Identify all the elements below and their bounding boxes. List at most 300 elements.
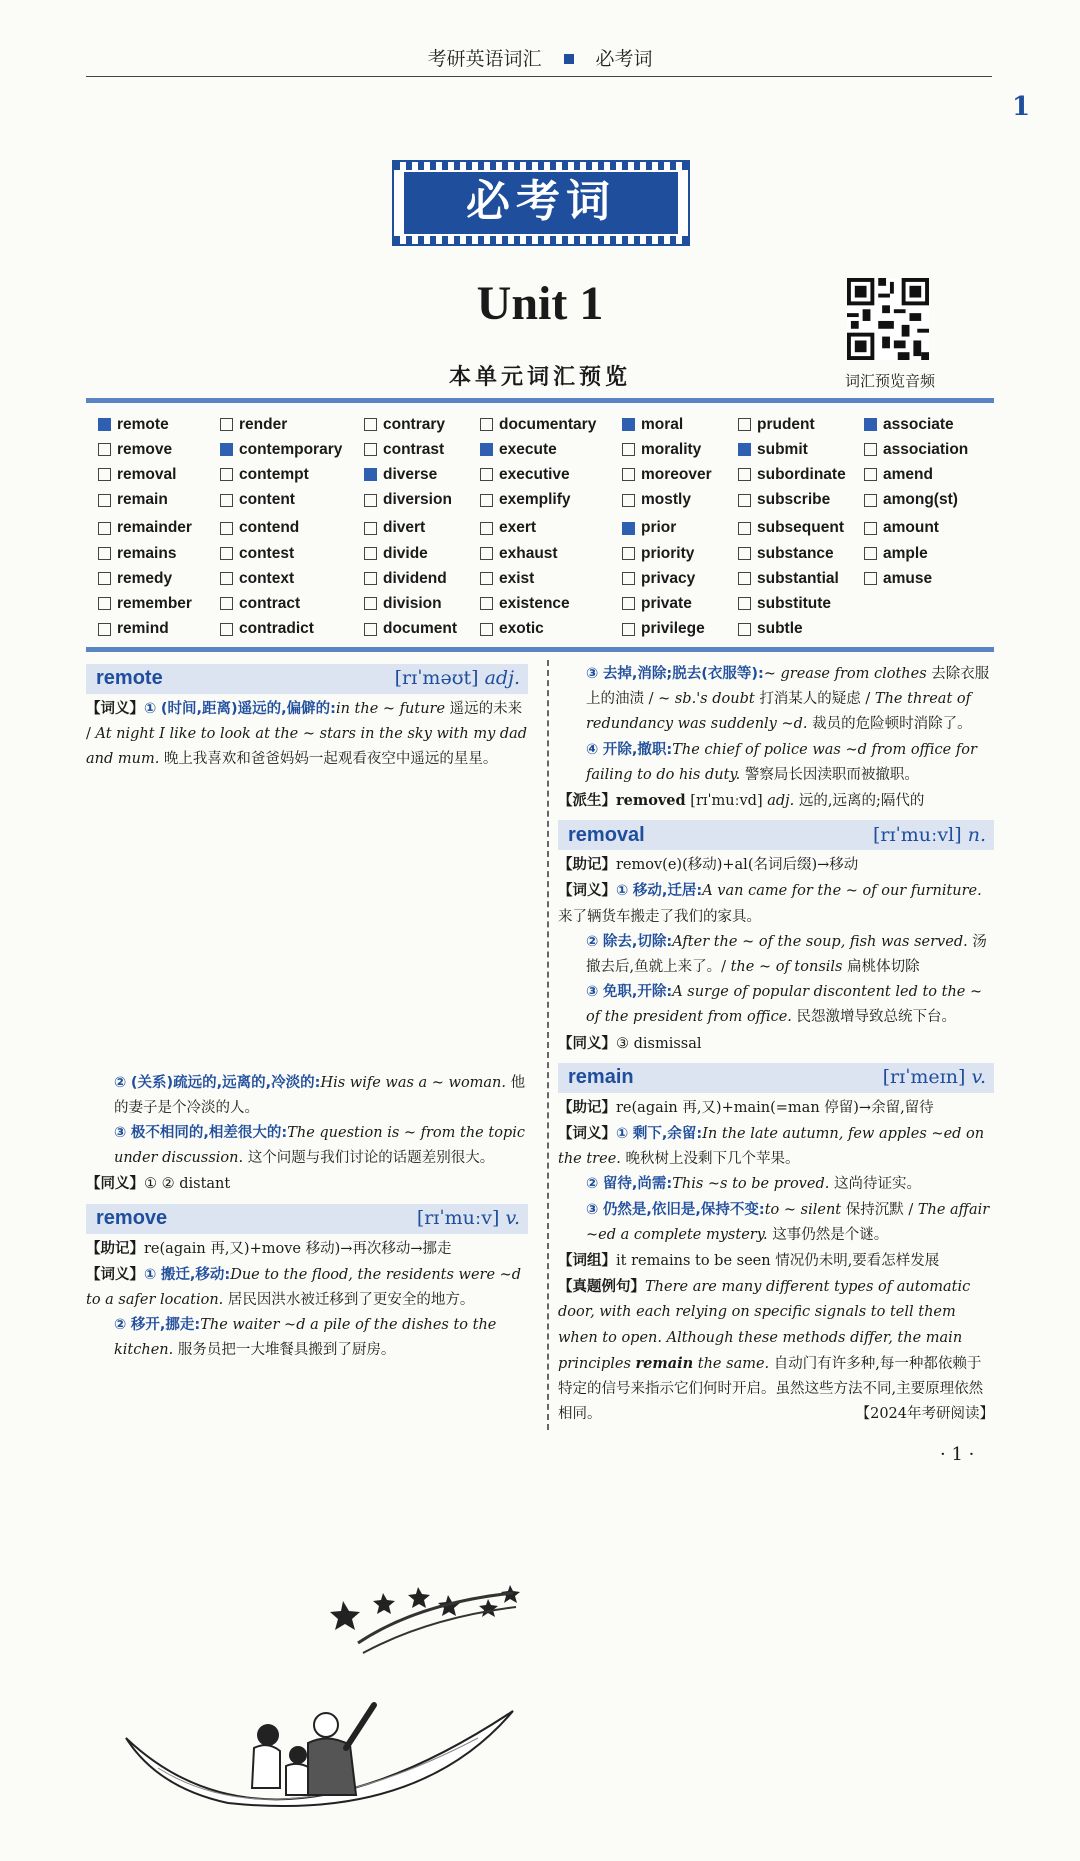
checkbox-icon[interactable] bbox=[98, 494, 111, 507]
preview-bottom-bar bbox=[86, 647, 994, 652]
word-item[interactable] bbox=[98, 541, 192, 566]
word-item[interactable] bbox=[738, 541, 846, 566]
example-cn: 这个问题与我们讨论的话题差别很大。 bbox=[247, 1150, 495, 1167]
word-label: divert bbox=[383, 519, 426, 537]
example-en: Due to the flood, the residents were ~d to a safer location. bbox=[86, 1266, 522, 1309]
column-divider bbox=[547, 660, 549, 1430]
word-item[interactable] bbox=[480, 462, 596, 487]
sense-gloss: 剩下,余留: bbox=[632, 1126, 703, 1143]
example-cn: 服务员把一大堆餐具搬到了厨房。 bbox=[177, 1342, 396, 1359]
checkbox-icon[interactable] bbox=[480, 547, 493, 560]
example-cn: 汤撤去后,鱼就上来了。/ bbox=[586, 933, 987, 976]
word-preview-grid bbox=[98, 412, 998, 642]
preview-title: 本单元词汇预览 bbox=[448, 364, 631, 390]
word-column bbox=[220, 412, 342, 642]
sense-gloss: 搬迁,移动: bbox=[160, 1266, 231, 1283]
word-label: substance bbox=[757, 544, 834, 562]
sense-number: ② bbox=[586, 933, 599, 950]
word-item[interactable] bbox=[622, 541, 712, 566]
checked-box-icon[interactable] bbox=[220, 443, 233, 456]
word-column bbox=[864, 412, 968, 591]
label-phrase: 【词组】 bbox=[558, 1252, 616, 1270]
word-item[interactable] bbox=[864, 516, 968, 541]
sense-number: ③ bbox=[586, 666, 599, 682]
section-name: 必考词 bbox=[595, 48, 653, 70]
book-title: 考研英语词汇 bbox=[427, 48, 542, 70]
entry-head-remote bbox=[86, 664, 528, 694]
word-label: remind bbox=[117, 620, 169, 638]
phonetic: [rɪˈmeɪn] bbox=[882, 1066, 966, 1089]
example-en: At night I like to look at the ~ stars in the sky with my dad and mum. bbox=[86, 726, 528, 768]
checked-box-icon[interactable] bbox=[364, 468, 377, 481]
word-item[interactable] bbox=[364, 617, 457, 642]
checkbox-icon[interactable] bbox=[738, 547, 751, 560]
sense-text bbox=[86, 696, 528, 773]
word-column bbox=[738, 412, 846, 642]
checkbox-icon[interactable] bbox=[622, 623, 635, 636]
example-cn: 他的妻子是个冷淡的人。 bbox=[114, 1074, 526, 1116]
checkbox-icon[interactable] bbox=[864, 494, 877, 507]
word-label: prior bbox=[641, 519, 677, 537]
part-of-speech: adj. bbox=[767, 793, 795, 810]
page-number: · 1 · bbox=[940, 1444, 975, 1465]
checkbox-icon[interactable] bbox=[220, 522, 233, 535]
word-label: subtle bbox=[757, 620, 803, 638]
checkbox-icon[interactable] bbox=[480, 623, 493, 636]
word-label: content bbox=[239, 491, 295, 509]
label-mnemonic: 【助记】 bbox=[558, 856, 616, 874]
checkbox-icon[interactable] bbox=[98, 623, 111, 636]
word-label: contract bbox=[239, 594, 301, 612]
label-meaning: 【词义】 bbox=[86, 700, 144, 717]
checked-box-icon[interactable] bbox=[98, 418, 111, 431]
headword: remove bbox=[96, 1207, 168, 1230]
part-of-speech: v. bbox=[971, 1066, 986, 1089]
word-item[interactable] bbox=[738, 412, 846, 437]
sense-number: ① bbox=[616, 883, 629, 900]
word-item[interactable] bbox=[98, 591, 192, 616]
example-cn: 晚秋树上没剩下几个苹果。 bbox=[625, 1151, 800, 1168]
word-label: contrary bbox=[383, 415, 446, 433]
example-en: A van came for the ~ of our furniture. bbox=[702, 883, 982, 900]
word-label: exert bbox=[499, 519, 537, 537]
checkbox-icon[interactable] bbox=[364, 443, 377, 456]
word-item[interactable] bbox=[480, 541, 596, 566]
word-label: moral bbox=[641, 415, 684, 433]
checkbox-icon[interactable] bbox=[220, 547, 233, 560]
word-label: remainder bbox=[117, 519, 192, 537]
word-item[interactable] bbox=[220, 516, 342, 541]
word-label: association bbox=[883, 440, 969, 458]
checkbox-icon[interactable] bbox=[364, 522, 377, 535]
label-synonym: 【同义】 bbox=[558, 1034, 616, 1052]
label-meaning: 【词义】 bbox=[558, 1125, 616, 1143]
sense-number: ③ bbox=[586, 1201, 599, 1218]
example-en: the ~ of tonsils bbox=[730, 959, 843, 976]
exam-source: 【2024年考研阅读】 bbox=[855, 1406, 994, 1423]
word-item[interactable] bbox=[864, 437, 968, 462]
sense-gloss: 仍然是,依旧是,保持不变: bbox=[602, 1201, 765, 1218]
word-label: among(st) bbox=[883, 491, 958, 509]
example-cn: 裁员的危险顿时消除了。 bbox=[812, 716, 972, 733]
sense-gloss: (时间,距离)遥远的,偏僻的: bbox=[160, 701, 336, 717]
word-item[interactable] bbox=[220, 462, 342, 487]
checked-box-icon[interactable] bbox=[738, 443, 751, 456]
right-column bbox=[558, 662, 994, 1427]
word-item[interactable] bbox=[98, 412, 192, 437]
word-label: contempt bbox=[239, 465, 309, 483]
word-item[interactable] bbox=[738, 516, 846, 541]
word-item[interactable] bbox=[738, 566, 846, 591]
phrase-gloss: 情况仍未明,要看怎样发展 bbox=[775, 1253, 940, 1270]
word-item[interactable] bbox=[480, 488, 596, 513]
checkbox-icon[interactable] bbox=[738, 623, 751, 636]
word-item[interactable] bbox=[480, 437, 596, 462]
checkbox-icon[interactable] bbox=[220, 572, 233, 585]
mnemonic-text: re(again 再,又)+main(=man 停留)→余留,留待 bbox=[616, 1099, 934, 1116]
word-label: moreover bbox=[641, 465, 712, 483]
sense-number: ① bbox=[144, 1266, 157, 1283]
checkbox-icon[interactable] bbox=[480, 572, 493, 585]
checkbox-icon[interactable] bbox=[622, 597, 635, 610]
word-item[interactable] bbox=[364, 488, 457, 513]
synonym-text: ③ dismissal bbox=[616, 1035, 702, 1052]
word-label: execute bbox=[499, 440, 557, 458]
word-item[interactable] bbox=[738, 591, 846, 616]
checkbox-icon[interactable] bbox=[738, 468, 751, 481]
word-item[interactable] bbox=[220, 437, 342, 462]
checkbox-icon[interactable] bbox=[98, 597, 111, 610]
word-item[interactable] bbox=[738, 437, 846, 462]
example-cn: 扁桃体切除 bbox=[847, 959, 920, 976]
label-mnemonic: 【助记】 bbox=[86, 1239, 144, 1257]
example-en: The chief of police was ~d from office for failing to do his duty. bbox=[586, 741, 977, 783]
word-label: contradict bbox=[239, 620, 314, 638]
example-cn: 遥远的未来 / bbox=[86, 701, 523, 743]
word-item[interactable] bbox=[364, 462, 457, 487]
word-label: render bbox=[239, 415, 288, 433]
word-label: existence bbox=[499, 594, 570, 612]
preview-top-bar bbox=[86, 398, 994, 403]
checkbox-icon[interactable] bbox=[480, 522, 493, 535]
checkbox-icon[interactable] bbox=[98, 522, 111, 535]
word-label: mostly bbox=[641, 491, 691, 509]
word-item[interactable] bbox=[480, 566, 596, 591]
checkbox-icon[interactable] bbox=[738, 572, 751, 585]
exam-keyword: remain bbox=[635, 1354, 694, 1372]
checkbox-icon[interactable] bbox=[220, 468, 233, 481]
part-of-speech: n. bbox=[967, 823, 986, 846]
sense-gloss: 留待,尚需: bbox=[602, 1176, 673, 1193]
checkbox-icon[interactable] bbox=[364, 572, 377, 585]
example-cn: 打消某人的疑虑 / bbox=[759, 691, 871, 708]
word-item[interactable] bbox=[220, 591, 342, 616]
checkbox-icon[interactable] bbox=[864, 572, 877, 585]
word-item[interactable] bbox=[364, 412, 457, 437]
checkbox-icon[interactable] bbox=[738, 494, 751, 507]
word-label: contest bbox=[239, 544, 295, 562]
section-banner bbox=[392, 160, 690, 246]
word-item[interactable] bbox=[98, 488, 192, 513]
word-label: remains bbox=[117, 544, 177, 562]
checkbox-icon[interactable] bbox=[738, 522, 751, 535]
word-label: substitute bbox=[757, 594, 832, 612]
sense-gloss: 移开,挪走: bbox=[130, 1317, 201, 1334]
word-item[interactable] bbox=[364, 566, 457, 591]
entry-head-removal bbox=[558, 820, 994, 850]
checkbox-icon[interactable] bbox=[98, 443, 111, 456]
checkbox-icon[interactable] bbox=[220, 597, 233, 610]
checkbox-icon[interactable] bbox=[864, 522, 877, 535]
label-meaning: 【词义】 bbox=[558, 882, 616, 900]
checked-box-icon[interactable] bbox=[864, 418, 877, 431]
checkbox-icon[interactable] bbox=[622, 494, 635, 507]
word-label: morality bbox=[641, 440, 702, 458]
checkbox-icon[interactable] bbox=[480, 597, 493, 610]
synonym-text: ① ② distant bbox=[144, 1176, 231, 1193]
sense-gloss: 去掉,消除;脱去(衣服等): bbox=[602, 666, 764, 682]
word-item[interactable] bbox=[98, 516, 192, 541]
example-cn: 民怨激增导致总统下台。 bbox=[796, 1009, 957, 1026]
word-item[interactable] bbox=[480, 516, 596, 541]
checkbox-icon[interactable] bbox=[622, 547, 635, 560]
word-item[interactable] bbox=[622, 462, 712, 487]
word-column bbox=[364, 412, 457, 642]
word-item[interactable] bbox=[98, 437, 192, 462]
phonetic: [rɪˈmuːvl] bbox=[872, 823, 962, 846]
word-item[interactable] bbox=[622, 437, 712, 462]
example-cn: 来了辆货车搬走了我们的家具。 bbox=[558, 908, 761, 925]
example-en: His wife was a ~ woman. bbox=[320, 1074, 507, 1091]
word-label: remain bbox=[117, 491, 168, 509]
word-item[interactable] bbox=[480, 591, 596, 616]
word-column bbox=[480, 412, 596, 642]
word-label: private bbox=[641, 594, 692, 612]
word-item[interactable] bbox=[622, 617, 712, 642]
banner-border-bottom bbox=[394, 236, 688, 244]
checkbox-icon[interactable] bbox=[480, 494, 493, 507]
checkbox-icon[interactable] bbox=[480, 468, 493, 481]
checkbox-icon[interactable] bbox=[364, 494, 377, 507]
example-en: The question is ~ from the topic under discussion. bbox=[114, 1125, 525, 1167]
word-label: exhaust bbox=[499, 544, 558, 562]
word-item[interactable] bbox=[98, 462, 192, 487]
word-label: diverse bbox=[383, 465, 438, 483]
sense-number: ② bbox=[114, 1317, 127, 1334]
word-item[interactable] bbox=[622, 412, 712, 437]
sense-gloss: 极不相同的,相差很大的: bbox=[130, 1125, 288, 1142]
checkbox-icon[interactable] bbox=[220, 418, 233, 431]
qr-code-icon[interactable] bbox=[847, 278, 929, 360]
word-label: subsequent bbox=[757, 519, 844, 537]
word-label: amuse bbox=[883, 569, 933, 587]
label-derivative: 【派生】 bbox=[558, 792, 616, 810]
word-label: contend bbox=[239, 519, 300, 537]
word-label: remedy bbox=[117, 569, 173, 587]
sense-gloss: 免职,开除: bbox=[602, 984, 673, 1001]
word-item[interactable] bbox=[98, 566, 192, 591]
label-exam-example: 【真题例句】 bbox=[558, 1278, 645, 1296]
phonetic: [rɪˈmuːvd] bbox=[690, 793, 763, 810]
word-label: dividend bbox=[383, 569, 447, 587]
word-item[interactable] bbox=[864, 566, 968, 591]
word-label: amend bbox=[883, 465, 933, 483]
sense-gloss: (关系)疏远的,远离的,冷淡的: bbox=[130, 1074, 321, 1091]
phonetic: [rɪˈmuːv] bbox=[416, 1207, 500, 1230]
word-label: document bbox=[383, 620, 458, 638]
sense-number: ③ bbox=[114, 1125, 127, 1142]
word-item[interactable] bbox=[220, 488, 342, 513]
exam-sentence: There are many different types of automatic door, with each relying on specific signals to tell them when to open. Although these methods differ, the main principles bbox=[558, 1279, 971, 1372]
example-en: This ~s to be proved. bbox=[672, 1176, 830, 1193]
label-meaning: 【词义】 bbox=[86, 1265, 144, 1283]
word-label: contrast bbox=[383, 440, 445, 458]
checked-box-icon[interactable] bbox=[622, 522, 635, 535]
example-cn: 居民因洪水被迁移到了更安全的地方。 bbox=[227, 1292, 475, 1309]
example-en: in the ~ future bbox=[335, 701, 446, 717]
word-item[interactable] bbox=[220, 541, 342, 566]
checkbox-icon[interactable] bbox=[480, 418, 493, 431]
word-column bbox=[622, 412, 712, 642]
headword: remote bbox=[96, 667, 163, 690]
word-item[interactable] bbox=[622, 516, 712, 541]
word-item[interactable] bbox=[622, 488, 712, 513]
phonetic: [rɪˈməʊt] bbox=[394, 667, 479, 690]
word-item[interactable] bbox=[864, 488, 968, 513]
word-label: contemporary bbox=[239, 440, 343, 458]
unit-title: Unit 1 bbox=[476, 277, 604, 330]
running-head bbox=[0, 44, 1080, 71]
word-item[interactable] bbox=[98, 617, 192, 642]
phrase-text: it remains to be seen bbox=[616, 1253, 771, 1270]
word-label: subscribe bbox=[757, 491, 831, 509]
example-en: In the late autumn, few apples ~ed on the tree. bbox=[558, 1126, 985, 1168]
word-item[interactable] bbox=[364, 591, 457, 616]
checkbox-icon[interactable] bbox=[364, 547, 377, 560]
exam-sentence-end: the same. bbox=[697, 1355, 770, 1372]
checkbox-icon[interactable] bbox=[364, 418, 377, 431]
word-label: subordinate bbox=[757, 465, 846, 483]
label-synonym: 【同义】 bbox=[86, 1175, 144, 1193]
word-item[interactable] bbox=[364, 516, 457, 541]
banner-text: 必考词 bbox=[404, 172, 678, 234]
left-column bbox=[86, 664, 528, 1364]
sense-gloss: 开除,撤职: bbox=[602, 741, 673, 758]
word-label: remember bbox=[117, 594, 192, 612]
checked-box-icon[interactable] bbox=[622, 418, 635, 431]
sense-number: ④ bbox=[586, 741, 599, 758]
word-item[interactable] bbox=[364, 437, 457, 462]
checked-box-icon[interactable] bbox=[480, 443, 493, 456]
part-of-speech: v. bbox=[505, 1207, 520, 1230]
derived-word: removed bbox=[616, 792, 686, 810]
checkbox-icon[interactable] bbox=[864, 443, 877, 456]
word-label: ample bbox=[883, 544, 928, 562]
word-label: remote bbox=[117, 415, 169, 433]
word-label: submit bbox=[757, 440, 808, 458]
example-en: ~ sb.'s doubt bbox=[658, 691, 755, 708]
example-en: The affair ~ed a complete mystery. bbox=[586, 1201, 990, 1243]
word-column bbox=[98, 412, 192, 642]
checkbox-icon[interactable] bbox=[98, 572, 111, 585]
sense-gloss: 移动,迁居: bbox=[632, 883, 703, 900]
derived-gloss: 远的,远离的;隔代的 bbox=[798, 793, 925, 810]
word-label: diversion bbox=[383, 491, 452, 509]
example-cn: 这事仍然是个谜。 bbox=[772, 1226, 889, 1243]
sense-number: ① bbox=[144, 701, 157, 717]
word-item[interactable] bbox=[864, 412, 968, 437]
checkbox-icon[interactable] bbox=[622, 468, 635, 481]
square-bullet-icon bbox=[564, 54, 574, 64]
checkbox-icon[interactable] bbox=[98, 468, 111, 481]
label-mnemonic: 【助记】 bbox=[558, 1098, 616, 1116]
part-of-speech: adj. bbox=[484, 667, 520, 690]
exam-translation: 自动门有许多种,每一种都依赖于特定的信号来指示它们何时开启。虽然这些方法不同,主要原理依然相同。 bbox=[558, 1355, 984, 1423]
word-label: exotic bbox=[499, 620, 544, 638]
word-item[interactable] bbox=[622, 566, 712, 591]
word-item[interactable] bbox=[738, 617, 846, 642]
word-item[interactable] bbox=[622, 591, 712, 616]
mnemonic-text: re(again 再,又)+move 移动)→再次移动→挪走 bbox=[144, 1240, 452, 1257]
word-item[interactable] bbox=[738, 488, 846, 513]
example-cn: 去除衣服上的油渍 / bbox=[586, 666, 990, 708]
word-label: exist bbox=[499, 569, 535, 587]
sense-number: ② bbox=[114, 1074, 127, 1091]
word-item[interactable] bbox=[364, 541, 457, 566]
word-item[interactable] bbox=[220, 412, 342, 437]
checkbox-icon[interactable] bbox=[622, 443, 635, 456]
checkbox-icon[interactable] bbox=[220, 623, 233, 636]
checkbox-icon[interactable] bbox=[622, 572, 635, 585]
word-label: division bbox=[383, 594, 442, 612]
checkbox-icon[interactable] bbox=[98, 547, 111, 560]
banner-border-top bbox=[394, 162, 688, 170]
example-en: After the ~ of the soup, fish was served. bbox=[672, 933, 968, 950]
example-cn: 警察局长因渎职而被撤职。 bbox=[744, 766, 919, 783]
checkbox-icon[interactable] bbox=[364, 623, 377, 636]
sense-number: ① bbox=[616, 1126, 629, 1143]
example-en: ~ grease from clothes bbox=[763, 666, 927, 682]
checkbox-icon[interactable] bbox=[738, 418, 751, 431]
checkbox-icon[interactable] bbox=[220, 494, 233, 507]
word-label: privilege bbox=[641, 620, 705, 638]
word-label: removal bbox=[117, 465, 177, 483]
word-item[interactable] bbox=[864, 462, 968, 487]
example-cn: 晚上我喜欢和爸爸妈妈一起观看夜空中遥远的星星。 bbox=[163, 751, 498, 768]
word-label: context bbox=[239, 569, 295, 587]
word-label: divide bbox=[383, 544, 428, 562]
word-label: executive bbox=[499, 465, 570, 483]
example-cn: 这尚待证实。 bbox=[833, 1176, 921, 1193]
checkbox-icon[interactable] bbox=[364, 597, 377, 610]
checkbox-icon[interactable] bbox=[738, 597, 751, 610]
word-label: documentary bbox=[499, 415, 597, 433]
word-item[interactable] bbox=[220, 617, 342, 642]
corner-page-number: 1 bbox=[1012, 92, 1031, 122]
moon-family-illustration bbox=[118, 1573, 528, 1861]
word-label: associate bbox=[883, 415, 954, 433]
word-item[interactable] bbox=[480, 412, 596, 437]
checkbox-icon[interactable] bbox=[864, 468, 877, 481]
word-item[interactable] bbox=[480, 617, 596, 642]
word-item[interactable] bbox=[738, 462, 846, 487]
word-label: prudent bbox=[757, 415, 815, 433]
word-item[interactable] bbox=[864, 541, 968, 566]
word-item[interactable] bbox=[220, 566, 342, 591]
sense-number: ② bbox=[586, 1176, 599, 1193]
word-label: exemplify bbox=[499, 491, 571, 509]
checkbox-icon[interactable] bbox=[864, 547, 877, 560]
